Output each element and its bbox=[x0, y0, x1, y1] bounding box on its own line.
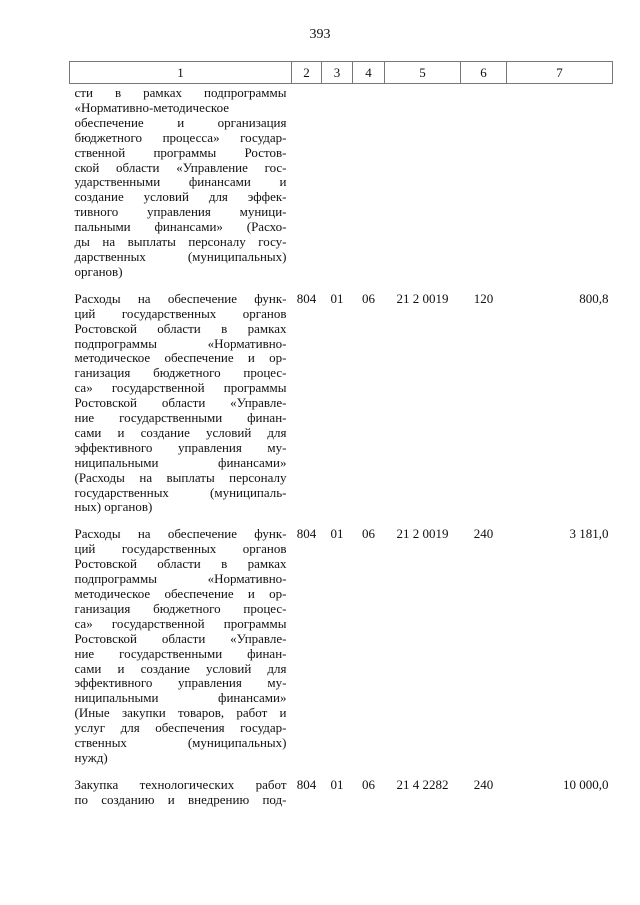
cell-col-6: 240 bbox=[473, 776, 494, 792]
cell-col-4: 06 bbox=[362, 526, 375, 542]
row-description bbox=[70, 515, 292, 766]
desc-line: Ростовской области «Управле- bbox=[74, 395, 287, 411]
desc-line: Ростовской области в рамках bbox=[74, 320, 287, 336]
cell-col-3: 01 bbox=[330, 290, 344, 306]
header-col-2: 2 bbox=[292, 62, 322, 84]
header-col-5: 5 bbox=[385, 62, 461, 84]
desc-line: создание условий для эффек- bbox=[74, 189, 287, 205]
cell-col-6 bbox=[461, 84, 507, 280]
desc-line: са» государственной программы bbox=[74, 615, 287, 631]
cell-col-4: 06 bbox=[362, 290, 375, 306]
desc-line: пальными финансами» (Расхо- bbox=[74, 219, 287, 235]
desc-line: ние государственными финан- bbox=[74, 645, 287, 661]
desc-line: ниципальными финансами» bbox=[74, 690, 287, 706]
row-description bbox=[70, 84, 292, 280]
desc-line: ской области «Управление гос- bbox=[74, 159, 287, 175]
desc-line: ственной программы Ростов- bbox=[74, 144, 287, 160]
desc-line: эффективного управления му- bbox=[74, 439, 287, 455]
desc-line: тивного управления муници- bbox=[74, 204, 287, 220]
cell-col-2 bbox=[292, 84, 322, 280]
cell-col-3: 01 bbox=[330, 526, 344, 542]
desc-line: ственных (муниципальных) bbox=[74, 735, 287, 751]
cell-col-7 bbox=[507, 84, 613, 280]
cell-col-3: 01 bbox=[330, 776, 344, 792]
desc-line: Расходы на обеспечение функ- bbox=[74, 290, 287, 306]
desc-line: методическое обеспечение и ор- bbox=[74, 350, 287, 366]
desc-line: сами и создание условий для bbox=[74, 424, 287, 440]
desc-line: обеспечение и организация bbox=[74, 114, 287, 130]
cell-col-5 bbox=[385, 84, 461, 280]
cell-col-7: 3 181,0 bbox=[569, 526, 609, 542]
desc-line: методическое обеспечение и ор- bbox=[74, 586, 287, 601]
header-col-6: 6 bbox=[461, 62, 507, 84]
desc-line: ударственными финансами и bbox=[74, 174, 287, 190]
cell-col-7: 800,8 bbox=[579, 290, 609, 306]
desc-line: бюджетного процесса» государ- bbox=[74, 129, 287, 145]
desc-line: эффективного управления му- bbox=[74, 675, 287, 691]
cell-col-5: 21 2 0019 bbox=[396, 290, 449, 306]
cell-col-2: 804 bbox=[296, 776, 317, 792]
desc-line: ды на выплаты персоналу госу- bbox=[74, 234, 287, 250]
header-col-1: 1 bbox=[70, 62, 292, 84]
table-row bbox=[70, 280, 613, 516]
desc-line: (Иные закупки товаров, работ и bbox=[74, 705, 287, 721]
page-number: 393 bbox=[309, 27, 331, 42]
desc-line: Ростовской области в рамках bbox=[74, 556, 287, 572]
cell-col-5: 21 4 2282 bbox=[396, 776, 449, 792]
header-col-3: 3 bbox=[322, 62, 353, 84]
desc-line: ций государственных органов bbox=[74, 541, 287, 557]
desc-line: Закупка технологических работ bbox=[74, 776, 287, 792]
desc-line: са» государственной программы bbox=[74, 380, 287, 396]
header-col-7: 7 bbox=[507, 62, 613, 84]
desc-line: сти в рамках подпрограммы bbox=[74, 85, 287, 100]
table-row bbox=[70, 515, 613, 766]
table-row bbox=[70, 766, 613, 808]
desc-line: нужд) bbox=[74, 749, 108, 765]
header-col-4: 4 bbox=[353, 62, 385, 84]
desc-line: по созданию и внедрению под- bbox=[74, 791, 287, 807]
desc-line: государственных (муниципаль- bbox=[74, 484, 287, 500]
desc-line: подпрограммы «Нормативно- bbox=[74, 335, 287, 351]
cell-col-6: 120 bbox=[473, 290, 494, 306]
desc-line: Ростовской области «Управле- bbox=[74, 630, 287, 646]
desc-line: сами и создание условий для bbox=[74, 660, 287, 676]
desc-line: подпрограммы «Нормативно- bbox=[74, 571, 287, 587]
cell-col-4: 06 bbox=[362, 776, 375, 792]
cell-col-2: 804 bbox=[296, 290, 317, 306]
cell-col-2: 804 bbox=[296, 526, 317, 542]
desc-line: Расходы на обеспечение функ- bbox=[74, 526, 287, 542]
cell-col-6: 240 bbox=[473, 526, 494, 542]
desc-line: услуг для обеспечения государ- bbox=[74, 720, 287, 736]
desc-line: ганизация бюджетного процес- bbox=[74, 600, 287, 616]
cell-col-7: 10 000,0 bbox=[563, 776, 609, 792]
header-row bbox=[70, 62, 613, 84]
desc-line: (Расходы на выплаты персоналу bbox=[74, 469, 287, 485]
budget-table bbox=[69, 61, 613, 808]
desc-line: органов) bbox=[74, 263, 123, 279]
row-description bbox=[70, 280, 292, 516]
desc-line: ций государственных органов bbox=[74, 305, 287, 321]
desc-line: «Нормативно-методическое bbox=[74, 99, 230, 115]
desc-line: ганизация бюджетного процес- bbox=[74, 365, 287, 381]
cell-col-4 bbox=[353, 84, 385, 280]
table-row bbox=[70, 84, 613, 280]
row-description bbox=[70, 766, 292, 808]
desc-line: ных) органов) bbox=[74, 499, 153, 515]
desc-line: ние государственными финан- bbox=[74, 410, 287, 426]
desc-line: дарственных (муниципальных) bbox=[74, 248, 287, 264]
cell-col-5: 21 2 0019 bbox=[396, 526, 449, 542]
desc-line: ниципальными финансами» bbox=[74, 454, 287, 470]
cell-col-3 bbox=[322, 84, 353, 280]
